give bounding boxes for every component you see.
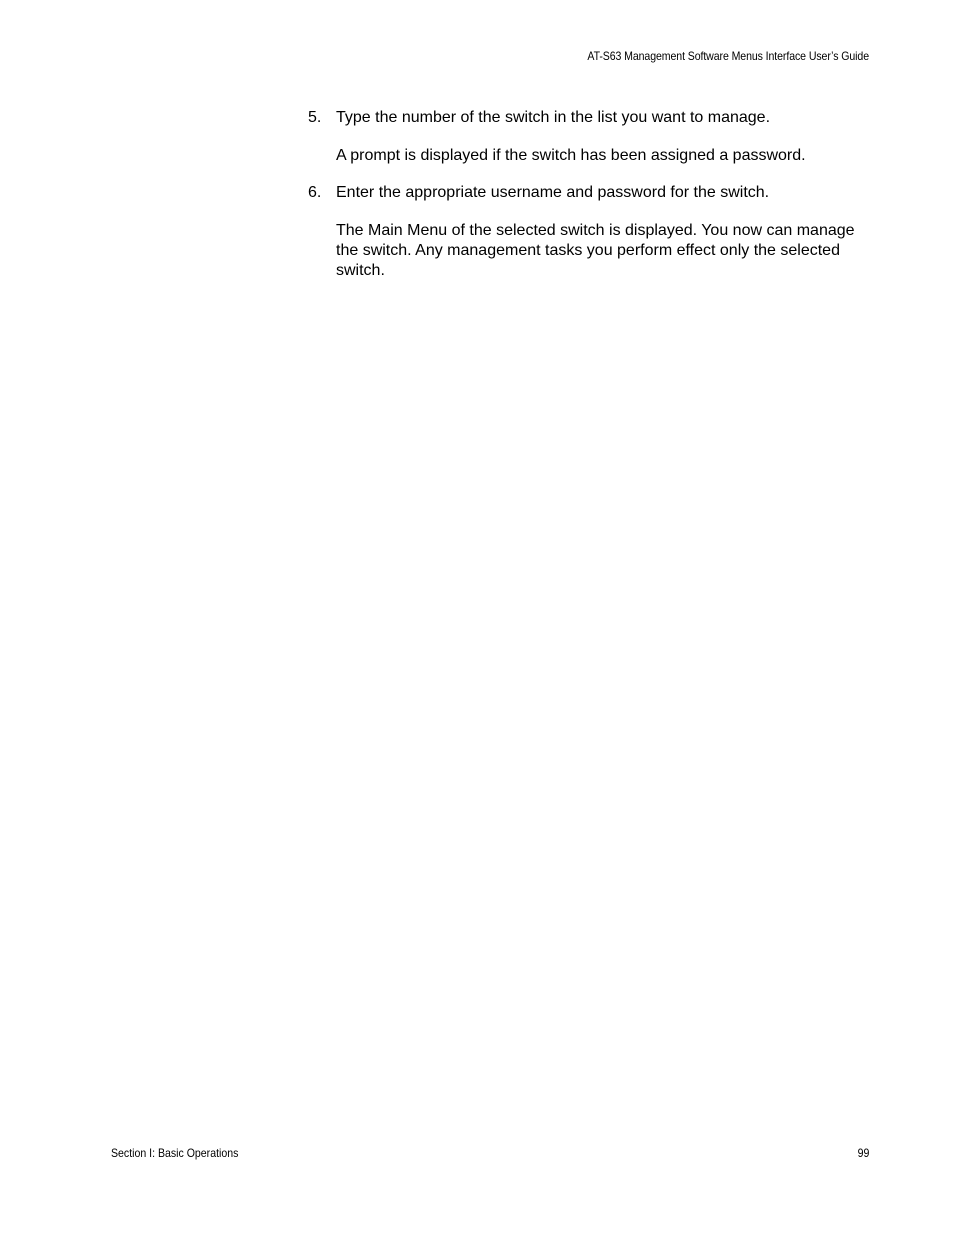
step-5-result: A prompt is displayed if the switch has been assigned a password. (336, 147, 806, 164)
running-header (587, 49, 869, 63)
procedure-step-5 (308, 108, 868, 128)
step-number: 5. (308, 109, 322, 126)
step-text: Enter the appropriate username and password for the switch. (336, 184, 770, 201)
step-text: Type the number of the switch in the list you want to manage. (336, 109, 771, 126)
page-content (308, 108, 868, 281)
procedure-step-6 (308, 183, 868, 203)
page-number: 99 (857, 1146, 869, 1160)
step-6-result: The Main Menu of the selected switch is displayed. You now can manage the switch. Any management tasks you perform effect only the selected switch. (336, 222, 855, 279)
step-number: 6. (308, 184, 322, 201)
footer-section: Section I: Basic Operations (111, 1146, 239, 1160)
document-title: AT-S63 Management Software Menus Interface User’s Guide (587, 49, 869, 63)
